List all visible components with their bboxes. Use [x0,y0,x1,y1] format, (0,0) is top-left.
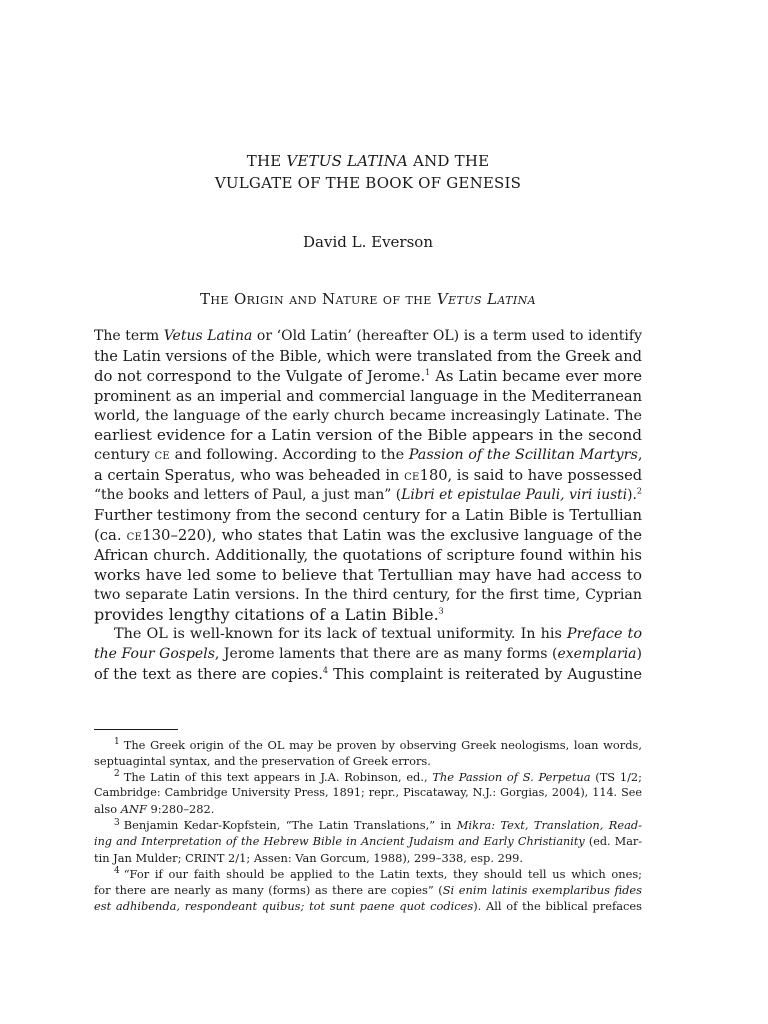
footnote-line: for there are nearly as many (forms) as there are copies” (Si enim latinis exemplaribus fides [94,882,642,897]
body-line: The OL is well-known for its lack of textual uniformity. In his Preface to [114,626,642,643]
footnote-line: septuagintal syntax, and the preservation of Greek errors. [94,754,431,769]
body-line: “the books and letters of Paul, a just man” (Libri et epistulae Pauli, viri iusti).$^2$ [94,486,643,504]
body-line: the Latin versions of the Bible, which were translated from the Greek and [94,347,642,365]
body-line: African church. Additionally, the quotations of scripture found within his [94,546,642,564]
body-line: provides lengthy citations of a Latin Bible.$^3$ [94,605,444,625]
body-text [94,327,642,685]
footnotes [94,737,642,914]
footnote-line: Cambridge: Cambridge University Press, 1891; repr., Piscataway, N.J.: Gorgias, 2004), 114. See [94,786,642,800]
body-line: do not correspond to the Vulgate of Jerome.$^1$ As Latin became ever more [94,367,642,385]
footnote-ref: 2 [636,486,643,496]
chapter-title-line-1: THE VETUS LATINA AND THE [246,152,490,170]
footnote-ref: 3 [438,607,444,617]
body-line: works have led some to believe that Tertullian may have had access to [94,565,642,584]
body-line: earliest evidence for a Latin version of the Bible appears in the second [94,426,642,445]
footnote-line: $^4$ “For if our faith should be applied to the Latin texts, they should tell us which ones; [114,865,642,881]
footnote-ref: 1 [425,367,431,377]
body-line: the Four Gospels, Jerome laments that there are as many forms (exemplaria) [94,646,642,663]
footnote-line: $^2$ The Latin of this text appears in J.A. Robinson, ed., The Passion of S. Perpetua (TS 1/2; [114,769,642,785]
body-line: of the text as there are copies.$^4$ This complaint is reiterated by Augustine [94,666,642,684]
footnote-line: ing and Interpretation of the Hebrew Bible in Ancient Judaism and Early Christianity (ed. Mar- [94,834,642,848]
footnote-ref: 4 [322,666,329,676]
chapter-title [94,150,642,194]
footnote-line: $^1$ The Greek origin of the OL may be proven by observing Greek neologisms, loan words, [114,737,642,752]
body-line: The term Vetus Latina or ‘Old Latin’ (hereafter OL) is a term used to identify [94,328,642,344]
author-name: David L. Everson [303,233,433,251]
body-line: prominent as an imperial and commercial language in the Mediterranean [94,387,642,405]
body-line: two separate Latin versions. In the third century, for the first time, Cyprian [94,586,642,603]
body-line: a certain Speratus, who was beheaded in ce180, is said to have possessed [94,467,643,485]
body-line: world, the language of the early church became increasingly Latinate. The [94,407,642,424]
body-line: Further testimony from the second century for a Latin Bible is Tertullian [94,507,642,525]
footnote-line: also ANF 9:280–282. [94,802,215,817]
chapter-title-line-2: VULGATE OF THE BOOK OF GENESIS [214,174,522,192]
footnote-line: tin Jan Mulder; CRINT 2/1; Assen: Van Gorcum, 1988), 299–338, esp. 299. [94,850,523,865]
footnote-divider [94,729,178,730]
footnote-line: $^3$ Benjamin Kedar-Kopfstein, “The Latin Translations,” in Mikra: Text, Translation, Read- [114,817,642,833]
body-line: (ca. ce130–220), who states that Latin was the exclusive language of the [94,526,643,544]
footnote-line: est adhibenda, respondeant quibus; tot sunt paene quot codices). All of the biblical prefaces [94,898,642,913]
section-heading: The Origin and Nature of the Vetus Latina [199,290,537,308]
body-line: century ce and following. According to the Passion of the Scillitan Martyrs, [94,447,643,464]
